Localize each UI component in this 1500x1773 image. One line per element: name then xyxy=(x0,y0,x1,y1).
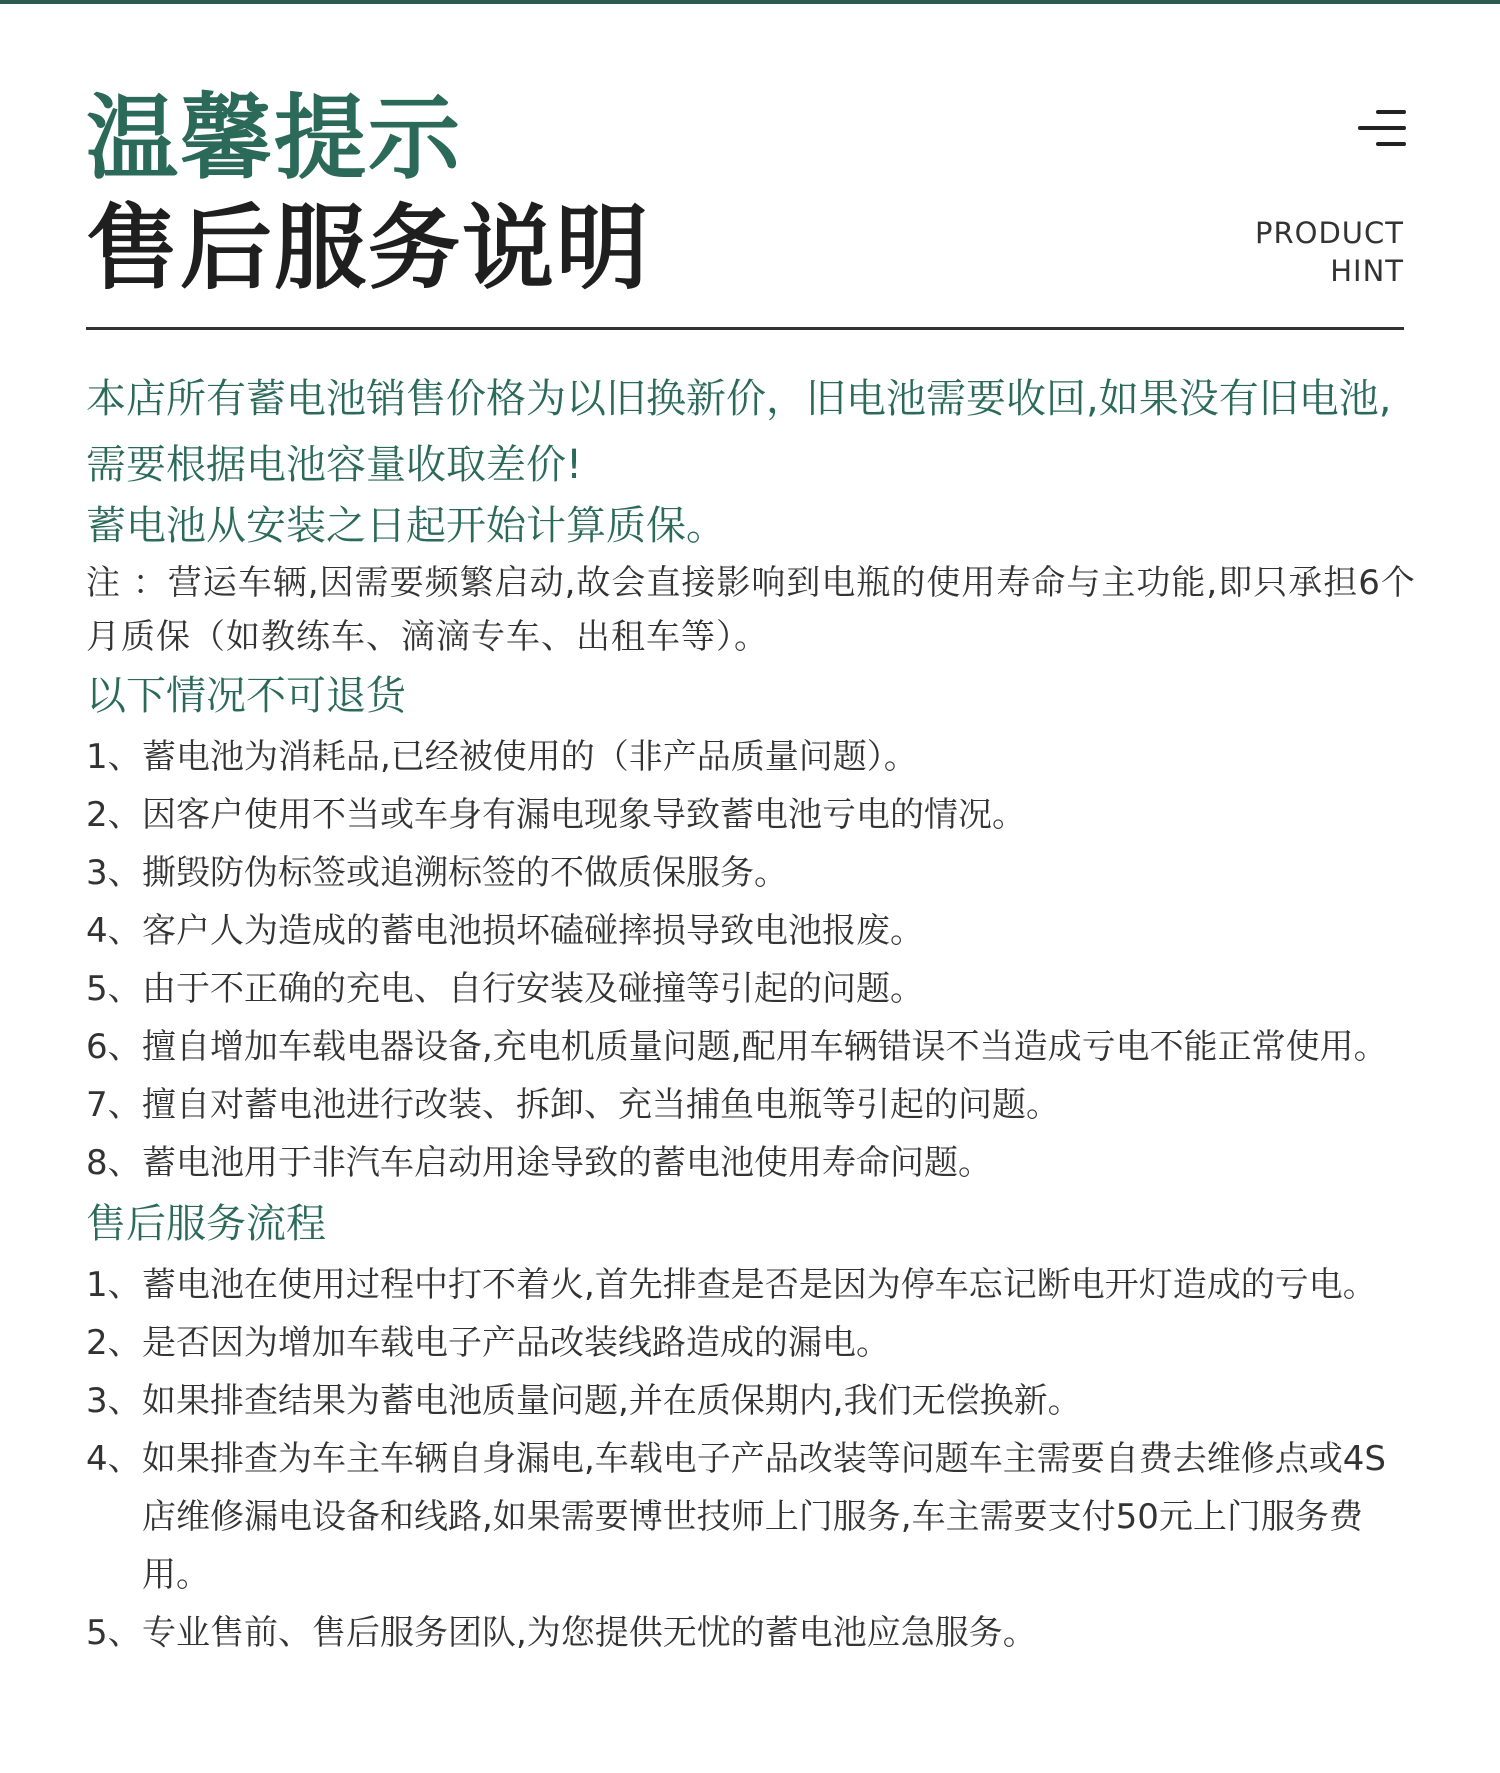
product-hint-tag xyxy=(1255,214,1404,290)
list-item: 8、 蓄电池用于非汽车启动用途导致的蓄电池使用寿命问题。 xyxy=(86,1143,992,1183)
no-return-heading: 以下情况不可退货 xyxy=(86,673,406,719)
list-item: 4、 客户人为造成的蓄电池损坏磕碰摔损导致电池报废。 xyxy=(86,911,924,951)
list-item: 4、 如果排查为车主车辆自身漏电,车载电子产品改装等问题车主需要自费去维修点或4S店维修漏电设备和线路,如果需要博世技师上门服务,车主需要支付50元上门服务费用。 xyxy=(86,1439,1387,1595)
header-divider xyxy=(86,327,1404,330)
page-subtitle: 售后服务说明 xyxy=(86,195,651,302)
menu-icon[interactable] xyxy=(1356,110,1406,146)
list-item: 2、 是否因为增加车载电子产品改装线路造成的漏电。 xyxy=(86,1323,890,1363)
list-item: 1、 蓄电池为消耗品,已经被使用的（非产品质量问题）。 xyxy=(86,737,918,777)
warranty-text: 蓄电池从安装之日起开始计算质保。 xyxy=(86,503,726,549)
list-item: 3、 撕毁防伪标签或追溯标签的不做质保服务。 xyxy=(86,853,788,893)
process-heading: 售后服务流程 xyxy=(86,1201,326,1247)
page-title: 温馨提示 xyxy=(86,85,463,192)
process-list xyxy=(86,1256,1416,1662)
no-return-list xyxy=(86,728,1416,1192)
list-item: 5、 专业售前、售后服务团队,为您提供无忧的蓄电池应急服务。 xyxy=(86,1613,1037,1653)
content xyxy=(86,366,1416,1662)
note-text: 注 ：营运车辆,因需要频繁启动,故会直接影响到电瓶的使用寿命与主功能,即只承担6个月质保（如教练车、滴滴专车、出租车等）。 xyxy=(86,563,1416,657)
tag-line-product: PRODUCT xyxy=(1255,216,1404,250)
top-border xyxy=(0,0,1500,4)
list-item: 3、 如果排查结果为蓄电池质量问题,并在质保期内,我们无偿换新。 xyxy=(86,1381,1082,1421)
intro-text: 本店所有蓄电池销售价格为以旧换新价，旧电池需要收回,如果没有旧电池,需要根据电池容量收取差价! xyxy=(86,376,1392,488)
list-item: 2、 因客户使用不当或车身有漏电现象导致蓄电池亏电的情况。 xyxy=(86,795,1026,835)
list-item: 1、 蓄电池在使用过程中打不着火,首先排查是否是因为停车忘记断电开灯造成的亏电。 xyxy=(86,1265,1377,1305)
list-item: 6、 擅自增加车载电器设备,充电机质量问题,配用车辆错误不当造成亏电不能正常使用。 xyxy=(86,1027,1388,1067)
list-item: 5、 由于不正确的充电、自行安装及碰撞等引起的问题。 xyxy=(86,969,924,1009)
list-item: 7、 擅自对蓄电池进行改装、拆卸、充当捕鱼电瓶等引起的问题。 xyxy=(86,1085,1060,1125)
tag-line-hint: HINT xyxy=(1330,254,1404,288)
